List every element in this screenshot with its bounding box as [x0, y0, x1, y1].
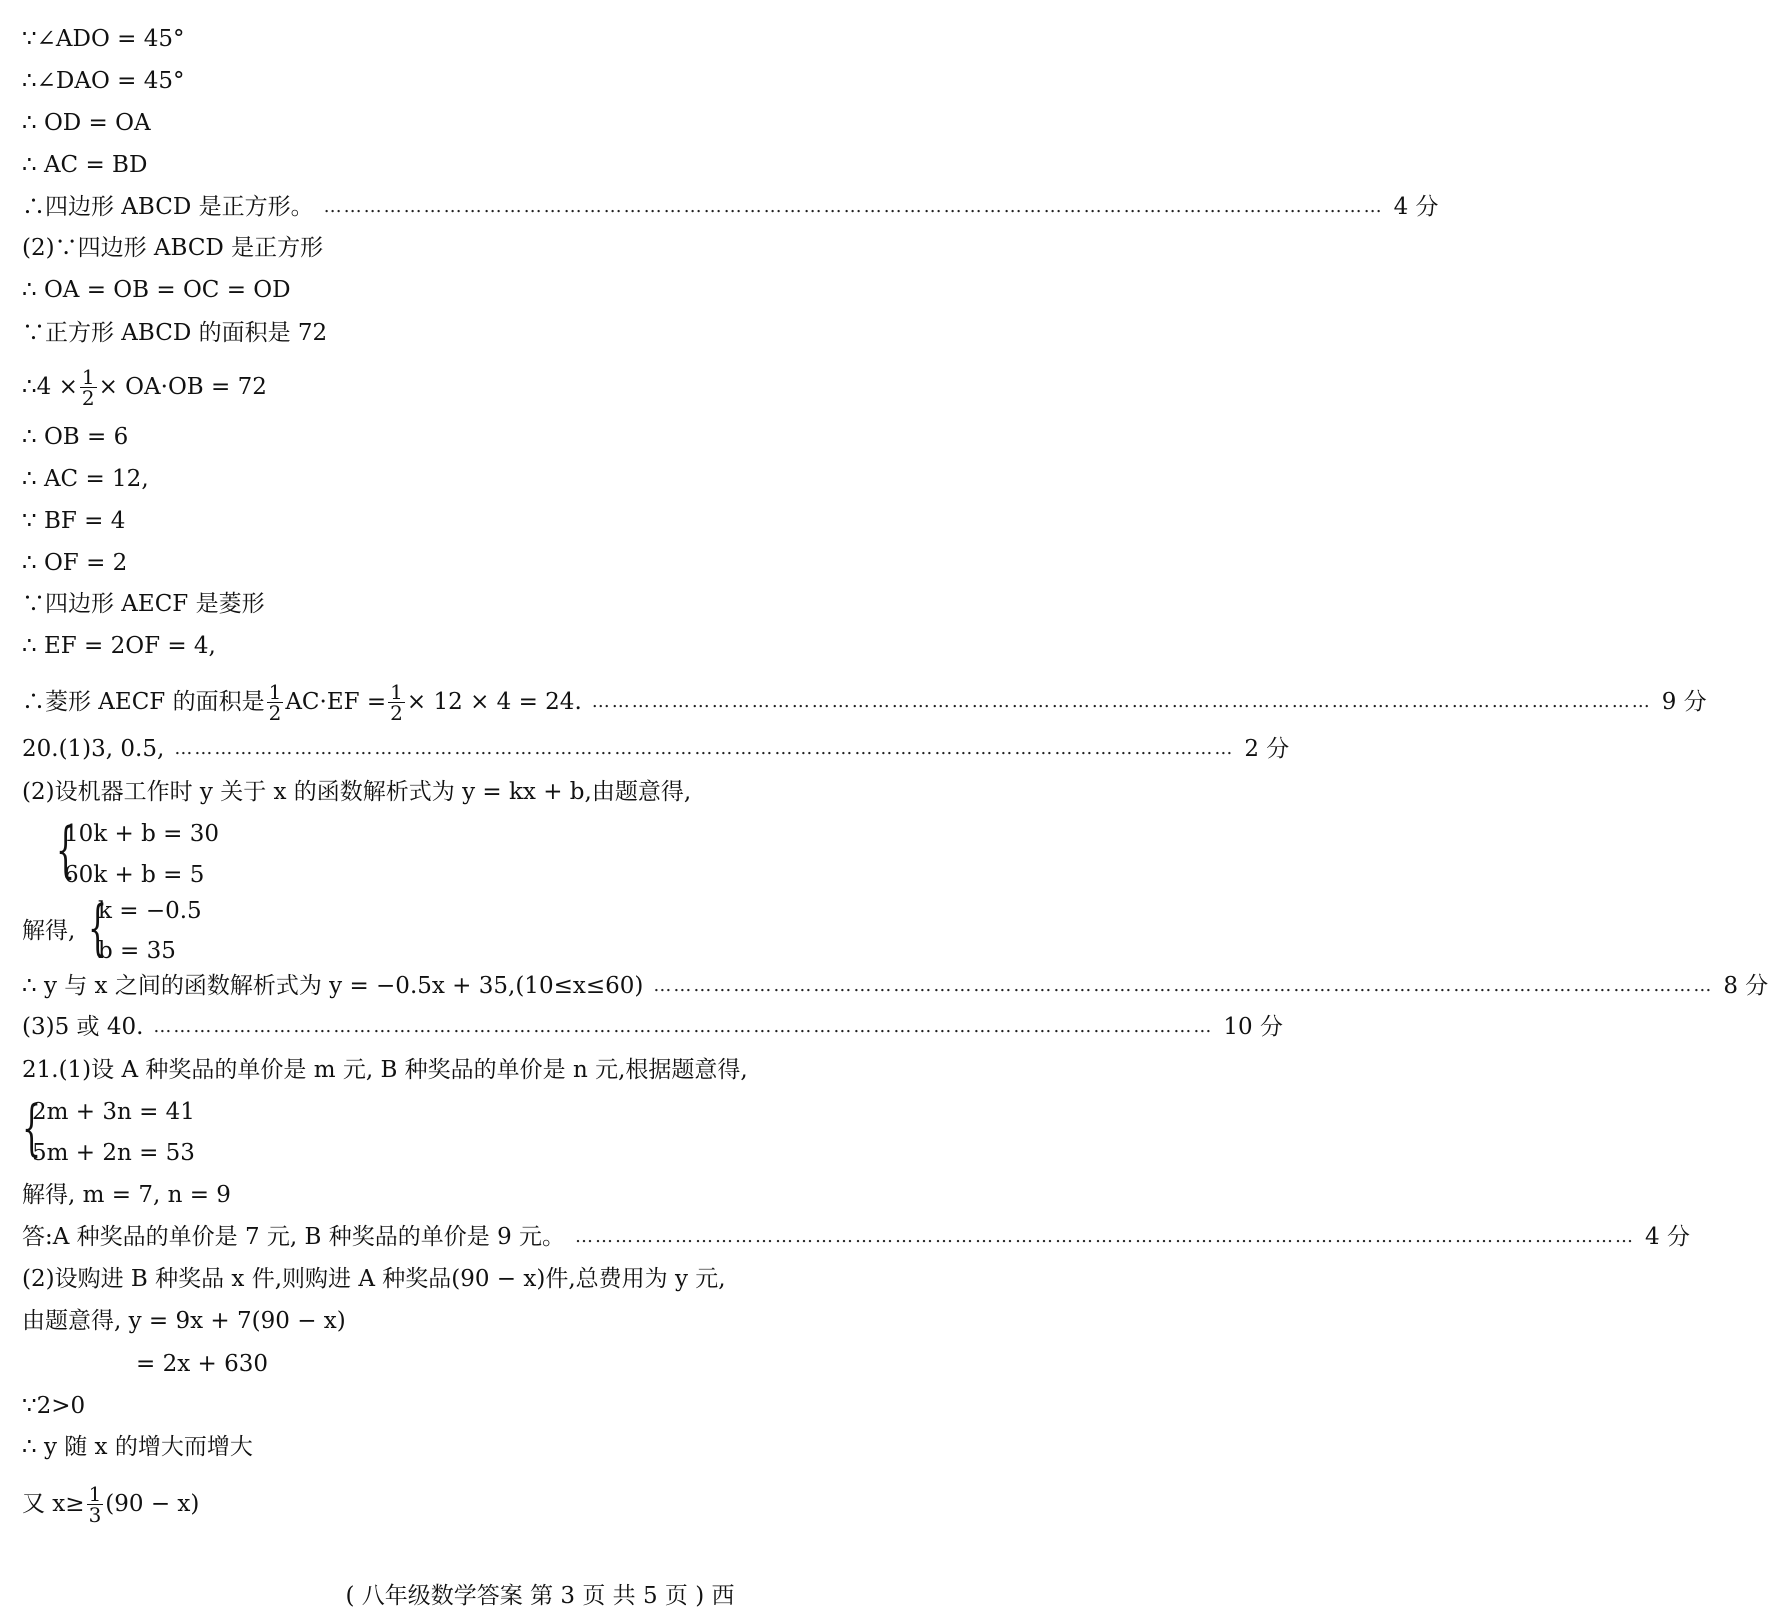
step-text: = 2x + 630 [136, 1351, 268, 1377]
step-line-fraction [22, 1480, 1050, 1528]
equation-line [32, 1097, 1050, 1127]
left-brace: { [88, 893, 108, 963]
step-text: (2)设机器工作时 y 关于 x 的函数解析式为 y = kx + b,由题意得, [22, 779, 692, 805]
step-text: ∴四边形 ABCD 是正方形。 [22, 194, 314, 220]
step-line [22, 506, 1050, 536]
dot-leader: …………………………………………………………………………………………………………………………………………… [575, 1226, 1636, 1247]
step-line-scored [22, 679, 1707, 725]
equation-text: 60k + b = 5 [64, 862, 205, 888]
step-line [22, 1432, 1050, 1462]
step-line [22, 422, 1050, 452]
step-text: 解得, [22, 918, 76, 944]
step-text: (3)5 或 40. [22, 1014, 144, 1040]
step-line [22, 108, 1050, 138]
page-footer: ( 八年级数学答案 第 3 页 共 5 页 ) 西 [345, 1583, 735, 1609]
step-line-scored [22, 971, 1768, 1001]
step-text: × 12 × 4 = 24. [406, 689, 582, 715]
step-line [22, 589, 1050, 619]
step-line [22, 777, 1050, 807]
step-line [22, 1180, 1050, 1210]
step-text: ∴ AC = BD [22, 152, 148, 178]
fraction-denominator: 2 [268, 700, 282, 725]
step-text: (90 − x) [105, 1491, 200, 1517]
equation-line [98, 936, 1050, 966]
step-text: (2)设购进 B 种奖品 x 件,则购进 A 种奖品(90 − x)件,总费用为 y 元, [22, 1266, 726, 1292]
step-text: ∴ AC = 12, [22, 466, 149, 492]
step-text: AC·EF = [285, 689, 387, 715]
step-line-scored [22, 1012, 1283, 1042]
step-text: ∴ OA = OB = OC = OD [22, 277, 291, 303]
equation-text: k = −0.5 [98, 898, 202, 924]
step-text: 解得, m = 7, n = 9 [22, 1182, 231, 1208]
step-text: 又 x≥ [22, 1491, 85, 1517]
step-line [22, 318, 1050, 348]
step-line [22, 1264, 1050, 1294]
step-text: ∵2>0 [22, 1393, 86, 1419]
step-line-scored [22, 192, 1439, 222]
fraction [388, 679, 405, 725]
step-line [136, 1349, 1050, 1379]
step-line [22, 631, 1050, 661]
left-brace: { [22, 1093, 42, 1163]
step-text: 答:A 种奖品的单价是 7 元, B 种奖品的单价是 9 元。 [22, 1224, 566, 1250]
fraction [267, 679, 284, 725]
step-line [22, 1306, 1050, 1336]
step-text: ∵正方形 ABCD 的面积是 72 [22, 320, 328, 346]
score-label: 4 分 [1645, 1224, 1690, 1250]
step-text: ∴ OF = 2 [22, 550, 128, 576]
step-line [22, 66, 1050, 96]
dot-leader: …………………………………………………………………………………………………………………………………………… [591, 691, 1652, 712]
equation-text: 5m + 2n = 53 [32, 1140, 195, 1166]
step-text: ∴ OB = 6 [22, 424, 129, 450]
score-label: 4 分 [1393, 194, 1439, 220]
step-text: ∴∠DAO = 45° [22, 68, 185, 94]
step-text: (2)∵四边形 ABCD 是正方形 [22, 235, 324, 261]
step-line [22, 1055, 1050, 1085]
score-label: 2 分 [1244, 736, 1290, 762]
equation-line [98, 896, 1050, 926]
step-line [22, 24, 1050, 54]
fraction-denominator: 2 [81, 385, 95, 410]
score-label: 8 分 [1723, 973, 1768, 999]
dot-leader: …………………………………………………………………………………………………………………………………………… [653, 975, 1714, 996]
score-label: 9 分 [1661, 689, 1707, 715]
step-line [22, 548, 1050, 578]
fraction-numerator: 1 [268, 679, 282, 704]
equation-line [32, 1138, 1050, 1168]
fraction-numerator: 1 [88, 1481, 102, 1506]
step-text: × OA·OB = 72 [98, 374, 267, 400]
step-line [22, 464, 1050, 494]
step-line-fraction [22, 365, 1050, 409]
step-line [22, 150, 1050, 180]
dot-leader: …………………………………………………………………………………………………………………………………………… [174, 738, 1235, 759]
step-text: ∵ BF = 4 [22, 508, 126, 534]
left-brace: { [56, 815, 76, 885]
equation-text: b = 35 [98, 938, 176, 964]
equation-line [64, 860, 1050, 890]
step-line-scored [22, 1222, 1690, 1252]
fraction [87, 1481, 104, 1527]
fraction [80, 364, 97, 410]
fraction-denominator: 2 [390, 700, 403, 725]
equation-line [64, 819, 1050, 849]
equation-text: 10k + b = 30 [64, 821, 219, 847]
step-text: ∴ EF = 2OF = 4, [22, 633, 216, 659]
step-text: ∴4 × [22, 374, 78, 400]
step-text: 21.(1)设 A 种奖品的单价是 m 元, B 种奖品的单价是 n 元,根据题意得, [22, 1057, 748, 1083]
score-label: 10 分 [1223, 1014, 1283, 1040]
step-line-scored [22, 734, 1290, 764]
step-text: 由题意得, y = 9x + 7(90 − x) [22, 1308, 346, 1334]
dot-leader: …………………………………………………………………………………………………………………………………………… [153, 1016, 1214, 1037]
step-text: ∵四边形 AECF 是菱形 [22, 591, 265, 617]
step-text: 20.(1)3, 0.5, [22, 736, 165, 762]
fraction-numerator: 1 [81, 364, 95, 389]
fraction-numerator: 1 [390, 679, 403, 704]
dot-leader: …………………………………………………………………………………………………………………………………………… [323, 196, 1384, 217]
step-line [22, 1391, 1050, 1421]
fraction-denominator: 3 [88, 1502, 102, 1527]
step-line [22, 275, 1050, 305]
step-text: ∵∠ADO = 45° [22, 26, 185, 52]
step-text: ∴菱形 AECF 的面积是 [22, 689, 265, 715]
step-text: ∴ y 与 x 之间的函数解析式为 y = −0.5x + 35,(10≤x≤60) [22, 973, 644, 999]
step-text: ∴ OD = OA [22, 110, 151, 136]
step-text: ∴ y 随 x 的增大而增大 [22, 1434, 253, 1460]
equation-text: 2m + 3n = 41 [32, 1099, 195, 1125]
step-line [22, 233, 1050, 263]
